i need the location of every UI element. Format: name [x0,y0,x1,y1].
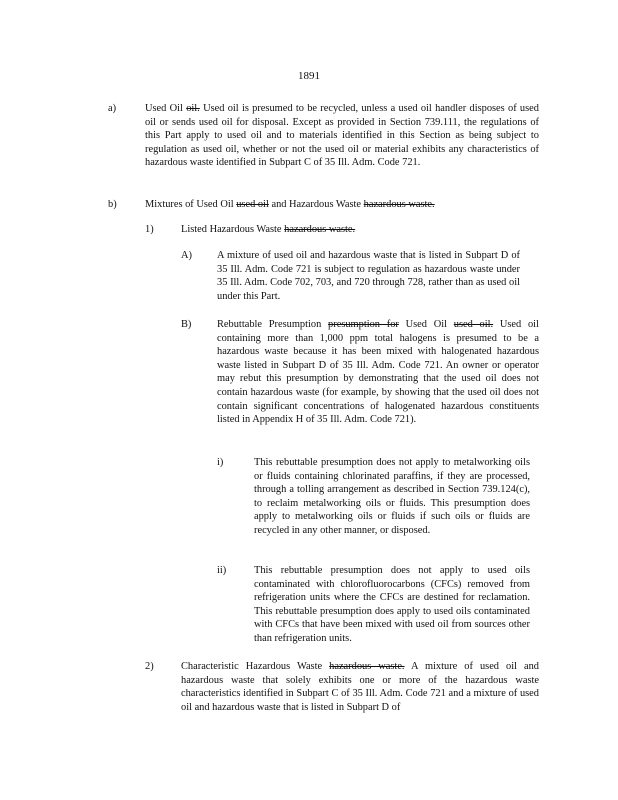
section-a-label: a) [108,103,117,114]
item-1-heading [181,223,539,237]
page-number: 1891 [298,70,320,82]
item-2-text: A mixture of used oil and hazardous waste that solely exhibits one or more of the hazardous waste characteristics identified in Subpart C of 35 Ill. Adm. Code 721 and a mixture of used oil and hazardous waste that is listed in Subpart D of [181,661,540,713]
item-2-title: Characteristic Hazardous Waste [181,661,323,672]
section-b-label: b) [108,199,117,210]
item-B-paragraph [217,318,539,427]
item-ii-paragraph: This rebuttable presumption does not apply to used oils contaminated with chlorofluorocarbons (CFCs) removed from refrigeration units where the CFCs are destined for reclamation. This rebuttable presumption does apply to used oils contaminated with CFCs that have been mixed with used oil from sources other than refrigeration units. [254,565,530,644]
section-a-title-deleted: oil. [186,103,200,114]
item-B-text: Used oil containing more than 1,000 ppm total halogens is presumed to be a hazardous waste because it has been mixed with halogenated hazardous waste listed in Subpart D of 35 Ill. Adm. Code 721. An owner or operator may rebut this presumption by demonstrating that the used oil does not contain hazardous waste (for example, by showing that the used oil does not contain significant concentrations of halogenated hazardous constituents listed in Appendix H of 35 Ill. Adm. Code 721). [217,319,539,426]
section-a-paragraph [145,102,539,170]
item-B-title-deleted2: used oil. [453,319,494,330]
item-2-paragraph [181,660,539,714]
item-A-label: A) [181,250,192,261]
item-1-title: Listed Hazardous Waste [181,224,282,235]
item-B-label: B) [181,319,192,330]
section-b-title-deleted1: used oil [236,199,269,210]
section-b-heading [145,198,539,212]
item-ii-label: ii) [217,565,227,576]
section-a-title: Used Oil [145,103,183,114]
item-B-title-part1: Rebuttable Presumption [217,319,322,330]
item-2-label: 2) [145,661,154,672]
item-B-title-deleted1: presumption for [328,319,399,330]
item-B-title-part2: Used Oil [405,319,447,330]
item-1-label: 1) [145,224,154,235]
item-1-title-deleted: hazardous waste. [284,224,356,235]
section-b-title-deleted2: hazardous waste. [363,199,435,210]
section-b-title-part1: Mixtures of Used Oil [145,199,234,210]
item-i-label: i) [217,457,224,468]
section-b-title-part2: and Hazardous Waste [271,199,362,210]
item-A-paragraph: A mixture of used oil and hazardous waste that is listed in Subpart D of 35 Ill. Adm. Code 721 is subject to regulation as hazardous waste under 35 Ill. Adm. Code 702, 703, and 720 through 728, rather than as used oil under this Part. [217,250,520,302]
item-i-paragraph: This rebuttable presumption does not apply to metalworking oils or fluids containing chlorinated paraffins, if they are processed, through a tolling arrangement as described in Section 739.124(c), to reclaim metalworking oils or fluids. This presumption does apply to metalworking oils or fluids if such oils or fluids are recycled in any other manner, or disposed. [254,457,530,536]
item-2-title-deleted: hazardous waste. [329,661,405,672]
section-a-text: Used oil is presumed to be recycled, unless a used oil handler disposes of used oil or sends used oil for disposal. Except as provided in Section 739.111, the regulations of this Part apply to used oil and to materials identified in this Section as being subject to regulation as used oil, whether or not the used oil or material exhibits any characteristics of hazardous waste identified in Subpart C of 35 Ill. Adm. Code 721. [145,103,539,169]
